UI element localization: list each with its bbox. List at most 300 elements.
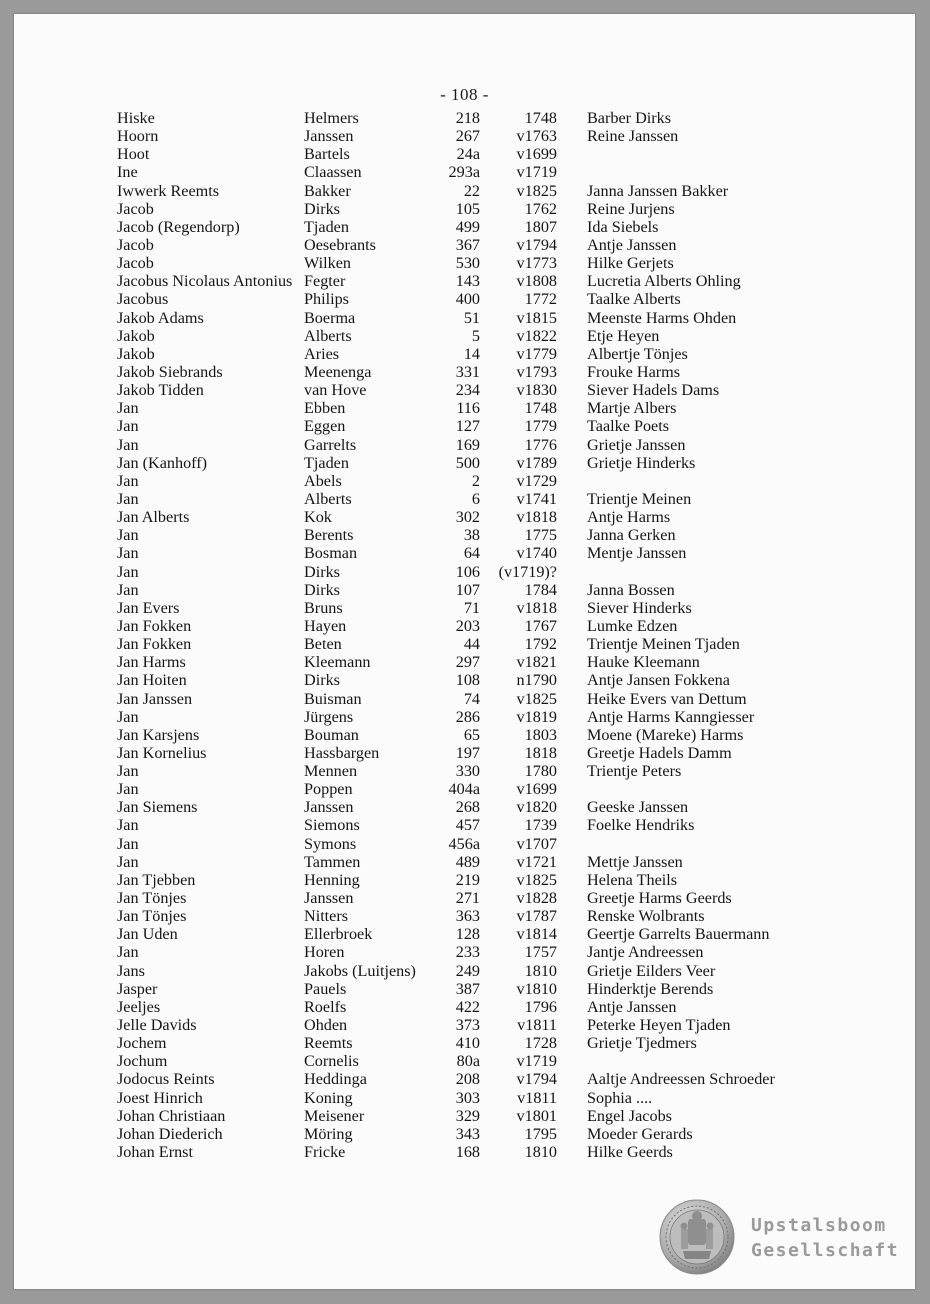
given-name: Joest Hinrich (117, 1088, 203, 1107)
entry-number: 373 (455, 1016, 480, 1035)
spouse-name: Antje Jansen Fokkena (587, 671, 730, 690)
year: v1773 (516, 254, 557, 273)
given-name: Jacob (117, 235, 154, 254)
register-row (117, 653, 817, 671)
family-name: Oesebrants (304, 235, 376, 254)
entry-number: 302 (455, 508, 480, 527)
society-name-line2: Gesellschaft (751, 1240, 900, 1261)
family-name: Alberts (304, 489, 352, 508)
given-name: Hoot (117, 145, 150, 164)
spouse-name: Janna Bossen (587, 580, 675, 599)
entry-number: 233 (455, 943, 480, 962)
spouse-name: Antje Harms (587, 508, 671, 527)
register-row (117, 1143, 817, 1161)
register-row (117, 1016, 817, 1034)
spouse-name: Jantje Andreessen (587, 943, 704, 962)
register-row (117, 1034, 817, 1052)
register-row (117, 345, 817, 363)
spouse-name: Siever Hinderks (587, 598, 692, 617)
given-name: Jan (117, 435, 139, 454)
entry-number: 71 (463, 598, 480, 617)
year: 1748 (524, 399, 557, 418)
entry-number: 367 (455, 235, 480, 254)
spouse-name: Barber Dirks (587, 109, 672, 127)
spouse-name: Martje Albers (587, 399, 677, 418)
register-row (117, 617, 817, 635)
entry-number: 271 (455, 889, 480, 908)
given-name: Jan (117, 852, 139, 871)
spouse-name: Etje Heyen (587, 326, 660, 345)
entry-number: 500 (455, 453, 480, 472)
year: v1729 (516, 471, 557, 490)
register-row (117, 744, 817, 762)
name-register-list (117, 109, 817, 1161)
year: v1811 (517, 1088, 557, 1107)
year: 1779 (524, 417, 557, 436)
family-name: Beten (304, 635, 342, 654)
register-row (117, 1107, 817, 1125)
given-name: Jeeljes (117, 997, 161, 1016)
spouse-name: Peterke Heyen Tjaden (587, 1016, 731, 1035)
given-name: Jan (117, 471, 139, 490)
family-name: Ebben (304, 399, 346, 418)
register-row (117, 544, 817, 562)
register-row (117, 381, 817, 399)
year: v1828 (516, 889, 557, 908)
given-name: Jan (117, 816, 139, 835)
family-name: Garrelts (304, 435, 357, 454)
year: v1819 (516, 707, 557, 726)
family-name: Claassen (304, 163, 362, 182)
family-name: Kok (304, 508, 332, 527)
given-name: Jan Tönjes (117, 889, 187, 908)
family-name: van Hove (304, 381, 367, 400)
given-name: Jan (117, 780, 139, 799)
family-name: Mennen (304, 762, 358, 781)
year: 1767 (524, 616, 557, 635)
spouse-name: Mettje Janssen (587, 852, 683, 871)
family-name: Dirks (304, 199, 340, 218)
year: v1820 (516, 798, 557, 817)
family-name: Meenenga (304, 362, 372, 381)
year: v1818 (516, 508, 557, 527)
spouse-name: Hinderktje Berends (587, 979, 714, 998)
year: v1808 (516, 272, 557, 291)
family-name: Symons (304, 834, 357, 853)
register-row (117, 762, 817, 780)
register-row (117, 907, 817, 925)
year: 1807 (524, 217, 557, 236)
entry-number: 234 (455, 381, 480, 400)
society-name-line1: Upstalsboom (751, 1215, 887, 1236)
given-name: Jacob (117, 199, 154, 218)
year: v1801 (516, 1106, 557, 1125)
family-name: Berents (304, 526, 354, 545)
family-name: Ellerbroek (304, 925, 373, 944)
register-row (117, 163, 817, 181)
year: v1821 (516, 653, 557, 672)
entry-number: 106 (455, 562, 480, 581)
family-name: Heddinga (304, 1070, 367, 1089)
register-row (117, 399, 817, 417)
spouse-name: Taalke Poets (587, 417, 670, 436)
entry-number: 197 (455, 743, 480, 762)
year: v1815 (516, 308, 557, 327)
year: v1699 (516, 145, 557, 164)
year: 1818 (524, 743, 557, 762)
register-row (117, 835, 817, 853)
family-name: Bruns (304, 598, 343, 617)
spouse-name: Ida Siebels (587, 217, 659, 236)
spouse-name: Heike Evers van Dettum (587, 689, 747, 708)
register-row (117, 290, 817, 308)
given-name: Jan (117, 544, 139, 563)
family-name: Wilken (304, 254, 351, 273)
family-name: Koning (304, 1088, 353, 1107)
family-name: Nitters (304, 907, 349, 926)
year: v1811 (517, 1016, 557, 1035)
spouse-name: Hilke Gerjets (587, 254, 674, 273)
year: 1780 (524, 762, 557, 781)
register-row (117, 526, 817, 544)
register-row (117, 599, 817, 617)
entry-number: 65 (463, 725, 480, 744)
given-name: Jan (117, 834, 139, 853)
family-name: Boerma (304, 308, 356, 327)
spouse-name: Foelke Hendriks (587, 816, 695, 835)
year: n1790 (516, 671, 557, 690)
entry-number: 168 (455, 1143, 480, 1162)
year: v1825 (516, 689, 557, 708)
family-name: Möring (304, 1124, 353, 1143)
entry-number: 2 (471, 471, 480, 490)
spouse-name: Reine Janssen (587, 127, 679, 146)
register-row (117, 980, 817, 998)
given-name: Jan Harms (117, 653, 186, 672)
spouse-name: Hilke Geerds (587, 1143, 673, 1162)
family-name: Meisener (304, 1106, 365, 1125)
spouse-name: Janna Gerken (587, 526, 676, 545)
family-name: Janssen (304, 798, 354, 817)
entry-number: 530 (455, 254, 480, 273)
entry-number: 330 (455, 762, 480, 781)
spouse-name: Siever Hadels Dams (587, 381, 720, 400)
family-name: Roelfs (304, 997, 347, 1016)
register-row (117, 309, 817, 327)
year: v1719 (516, 1052, 557, 1071)
register-row (117, 363, 817, 381)
year: 1757 (524, 943, 557, 962)
entry-number: 80a (456, 1052, 480, 1071)
spouse-name: Taalke Alberts (587, 290, 681, 309)
family-name: Janssen (304, 127, 354, 146)
entry-number: 6 (471, 489, 480, 508)
entry-number: 38 (463, 526, 480, 545)
entry-number: 457 (455, 816, 480, 835)
register-row (117, 708, 817, 726)
seal-emblem-icon (659, 1199, 735, 1275)
entry-number: 208 (455, 1070, 480, 1089)
entry-number: 5 (471, 326, 480, 345)
given-name: Jan Alberts (117, 508, 190, 527)
entry-number: 203 (455, 616, 480, 635)
register-row (117, 1052, 817, 1070)
given-name: Ine (117, 163, 138, 182)
register-row (117, 690, 817, 708)
document-page (14, 14, 915, 1289)
given-name: Jelle Davids (117, 1016, 197, 1035)
family-name: Tjaden (304, 217, 349, 236)
society-name (751, 1213, 899, 1263)
given-name: Jan Fokken (117, 635, 192, 654)
given-name: Jan (117, 417, 139, 436)
given-name: Jacobus (117, 290, 169, 309)
entry-number: 51 (463, 308, 480, 327)
spouse-name: Geeske Janssen (587, 798, 689, 817)
family-name: Tjaden (304, 453, 349, 472)
register-row (117, 1070, 817, 1088)
year: v1818 (516, 598, 557, 617)
spouse-name: Lumke Edzen (587, 616, 678, 635)
register-row (117, 998, 817, 1016)
family-name: Horen (304, 943, 345, 962)
entry-number: 422 (455, 997, 480, 1016)
given-name: Jan Janssen (117, 689, 193, 708)
year: v1787 (516, 907, 557, 926)
spouse-name: Grietje Hinderks (587, 453, 696, 472)
entry-number: 297 (455, 653, 480, 672)
given-name: Jacob (Regendorp) (117, 217, 240, 236)
register-row (117, 454, 817, 472)
register-row (117, 127, 817, 145)
spouse-name: Grietje Tjedmers (587, 1034, 697, 1053)
entry-number: 410 (455, 1034, 480, 1053)
given-name: Jan Tjebben (117, 870, 196, 889)
entry-number: 128 (455, 925, 480, 944)
register-row (117, 327, 817, 345)
register-row (117, 436, 817, 454)
entry-number: 499 (455, 217, 480, 236)
spouse-name: Meenste Harms Ohden (587, 308, 737, 327)
year: v1789 (516, 453, 557, 472)
given-name: Jakob Tidden (117, 381, 204, 400)
family-name: Fricke (304, 1143, 346, 1162)
register-row (117, 798, 817, 816)
entry-number: 169 (455, 435, 480, 454)
year: 1772 (524, 290, 557, 309)
family-name: Henning (304, 870, 360, 889)
given-name: Jan (117, 562, 139, 581)
spouse-name: Engel Jacobs (587, 1106, 672, 1125)
spouse-name: Janna Janssen Bakker (587, 181, 729, 200)
year: 1784 (524, 580, 557, 599)
year: v1794 (516, 1070, 557, 1089)
register-row (117, 943, 817, 961)
entry-number: 249 (455, 961, 480, 980)
register-row (117, 816, 817, 834)
spouse-name: Greetje Harms Geerds (587, 889, 732, 908)
year: 1803 (524, 725, 557, 744)
register-row (117, 236, 817, 254)
spouse-name: Trientje Meinen (587, 489, 692, 508)
entry-number: 456a (448, 834, 480, 853)
spouse-name: Hauke Kleemann (587, 653, 700, 672)
year: v1740 (516, 544, 557, 563)
given-name: Jacobus Nicolaus Antonius (117, 272, 293, 291)
entry-number: 14 (463, 344, 480, 363)
entry-number: 267 (455, 127, 480, 146)
given-name: Jan (117, 707, 139, 726)
register-row (117, 889, 817, 907)
register-row (117, 182, 817, 200)
year: v1810 (516, 979, 557, 998)
given-name: Jan Karsjens (117, 725, 200, 744)
family-name: Helmers (304, 109, 359, 127)
register-row (117, 472, 817, 490)
entry-number: 74 (463, 689, 480, 708)
year: 1739 (524, 816, 557, 835)
family-name: Bartels (304, 145, 350, 164)
spouse-name: Moeder Gerards (587, 1124, 693, 1143)
year: 1775 (524, 526, 557, 545)
family-name: Eggen (304, 417, 346, 436)
family-name: Cornelis (304, 1052, 359, 1071)
given-name: Jan (117, 489, 139, 508)
year: v1779 (516, 344, 557, 363)
spouse-name: Antje Harms Kanngiesser (587, 707, 755, 726)
year: v1699 (516, 780, 557, 799)
spouse-name: Trientje Meinen Tjaden (587, 635, 740, 654)
register-row (117, 145, 817, 163)
spouse-name: Lucretia Alberts Ohling (587, 272, 741, 291)
year: (v1719)? (498, 562, 557, 581)
given-name: Jasper (117, 979, 158, 998)
entry-number: 64 (463, 544, 480, 563)
entry-number: 107 (455, 580, 480, 599)
given-name: Hoorn (117, 127, 159, 146)
given-name: Jan Evers (117, 598, 180, 617)
family-name: Dirks (304, 562, 340, 581)
year: v1707 (516, 834, 557, 853)
register-row (117, 508, 817, 526)
entry-number: 303 (455, 1088, 480, 1107)
entry-number: 404a (448, 780, 480, 799)
given-name: Jan Uden (117, 925, 178, 944)
given-name: Jakob Adams (117, 308, 204, 327)
family-name: Hayen (304, 616, 347, 635)
year: v1719 (516, 163, 557, 182)
year: 1728 (524, 1034, 557, 1053)
spouse-name: Frouke Harms (587, 362, 681, 381)
register-row (117, 563, 817, 581)
year: v1741 (516, 489, 557, 508)
given-name: Jans (117, 961, 145, 980)
register-row (117, 254, 817, 272)
year: v1793 (516, 362, 557, 381)
entry-number: 293a (448, 163, 480, 182)
given-name: Johan Christiaan (117, 1106, 226, 1125)
given-name: Jakob (117, 326, 155, 345)
register-row (117, 272, 817, 290)
entry-number: 387 (455, 979, 480, 998)
given-name: Jan Kornelius (117, 743, 207, 762)
entry-number: 116 (456, 399, 480, 418)
entry-number: 22 (463, 181, 480, 200)
spouse-name: Trientje Peters (587, 762, 682, 781)
spouse-name: Grietje Janssen (587, 435, 686, 454)
family-name: Abels (304, 471, 342, 490)
register-row (117, 1089, 817, 1107)
family-name: Buisman (304, 689, 362, 708)
given-name: Jacob (117, 254, 154, 273)
given-name: Jodocus Reints (117, 1070, 215, 1089)
register-row (117, 417, 817, 435)
entry-number: 331 (455, 362, 480, 381)
spouse-name: Grietje Eilders Veer (587, 961, 716, 980)
entry-number: 489 (455, 852, 480, 871)
spouse-name: Moene (Mareke) Harms (587, 725, 744, 744)
given-name: Jan (Kanhoff) (117, 453, 208, 472)
family-name: Hassbargen (304, 743, 380, 762)
entry-number: 108 (455, 671, 480, 690)
year: 1810 (524, 1143, 557, 1162)
family-name: Bouman (304, 725, 359, 744)
register-row (117, 200, 817, 218)
entry-number: 105 (455, 199, 480, 218)
family-name: Bosman (304, 544, 358, 563)
register-row (117, 780, 817, 798)
given-name: Jochum (117, 1052, 168, 1071)
year: 1810 (524, 961, 557, 980)
year: 1762 (524, 199, 557, 218)
family-name: Philips (304, 290, 349, 309)
given-name: Jan (117, 580, 139, 599)
register-row (117, 871, 817, 889)
given-name: Jan Siemens (117, 798, 198, 817)
given-name: Jakob (117, 344, 155, 363)
year: 1796 (524, 997, 557, 1016)
given-name: Iwwerk Reemts (117, 181, 220, 200)
year: v1825 (516, 870, 557, 889)
spouse-name: Antje Janssen (587, 997, 677, 1016)
year: v1825 (516, 181, 557, 200)
year: v1721 (516, 852, 557, 871)
family-name: Tammen (304, 852, 361, 871)
given-name: Jakob Siebrands (117, 362, 223, 381)
register-row (117, 962, 817, 980)
register-row (117, 218, 817, 236)
given-name: Jochem (117, 1034, 167, 1053)
entry-number: 329 (455, 1106, 480, 1125)
register-row (117, 490, 817, 508)
family-name: Jakobs (Luitjens) (304, 961, 416, 980)
spouse-name: Mentje Janssen (587, 544, 687, 563)
year: v1830 (516, 381, 557, 400)
register-row (117, 671, 817, 689)
family-name: Reemts (304, 1034, 353, 1053)
year: 1776 (524, 435, 557, 454)
family-name: Kleemann (304, 653, 371, 672)
year: 1792 (524, 635, 557, 654)
society-logo (659, 1199, 909, 1279)
register-row (117, 726, 817, 744)
family-name: Dirks (304, 671, 340, 690)
register-row (117, 109, 817, 127)
family-name: Janssen (304, 889, 354, 908)
family-name: Pauels (304, 979, 347, 998)
page-number: - 108 - (440, 85, 489, 104)
entry-number: 363 (455, 907, 480, 926)
